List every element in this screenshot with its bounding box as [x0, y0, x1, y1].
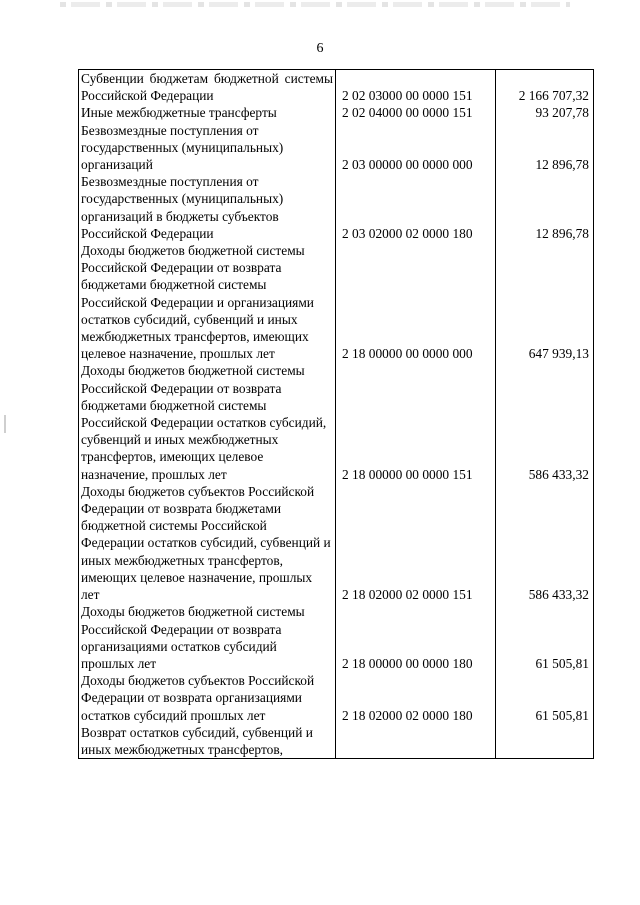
row-code: 2 18 00000 00 0000 180: [336, 603, 496, 672]
row-name: Безвозмездные поступления от государственных (муниципальных) организаций в бюджеты субъектов Российской Федерации: [79, 173, 336, 242]
budget-revenue-table: [78, 69, 594, 759]
table-row: [79, 603, 594, 672]
row-amount: 12 896,78: [496, 173, 594, 242]
table-row: [79, 122, 594, 174]
row-code: 2 02 04000 00 0000 151: [336, 104, 496, 121]
scan-edge-mark: [4, 415, 6, 433]
table-row: [79, 70, 594, 105]
row-amount: 586 433,32: [496, 362, 594, 482]
row-name: Доходы бюджетов бюджетной системы Российской Федерации от возврата организациями остатков субсидий прошлых лет: [79, 603, 336, 672]
row-name: Иные межбюджетные трансферты: [79, 104, 336, 121]
row-code: [336, 724, 496, 759]
row-code: 2 18 00000 00 0000 151: [336, 362, 496, 482]
row-name: Доходы бюджетов бюджетной системы Российской Федерации от возврата бюджетами бюджетной системы Российской Федерации и организациями остатков субсидий, субвенций и иных межбюджетных трансфертов, имеющих целевое назначение, прошлых лет: [79, 242, 336, 362]
table-row: [79, 672, 594, 724]
row-name: Доходы бюджетов бюджетной системы Российской Федерации от возврата бюджетами бюджетной системы Российской Федерации остатков субсидий, субвенций и иных межбюджетных трансфертов, имеющих целевое назначение, прошлых лет: [79, 362, 336, 482]
table-row: [79, 724, 594, 759]
row-name: Безвозмездные поступления от государственных (муниципальных) организаций: [79, 122, 336, 174]
scan-artifact: [60, 2, 570, 7]
table-row: [79, 104, 594, 121]
row-amount: 61 505,81: [496, 603, 594, 672]
table-row: [79, 483, 594, 603]
row-amount: 93 207,78: [496, 104, 594, 121]
row-amount: 647 939,13: [496, 242, 594, 362]
row-code: 2 03 00000 00 0000 000: [336, 122, 496, 174]
row-name: Субвенции бюджетам бюджетной системы Российской Федерации: [79, 70, 336, 105]
row-name: Доходы бюджетов субъектов Российской Федерации от возврата организациями остатков субсидий прошлых лет: [79, 672, 336, 724]
row-code: 2 18 00000 00 0000 000: [336, 242, 496, 362]
row-amount: 61 505,81: [496, 672, 594, 724]
row-code: 2 02 03000 00 0000 151: [336, 70, 496, 105]
table-row: [79, 173, 594, 242]
table-row: [79, 362, 594, 482]
row-code: 2 18 02000 02 0000 151: [336, 483, 496, 603]
row-code: 2 18 02000 02 0000 180: [336, 672, 496, 724]
row-amount: 2 166 707,32: [496, 70, 594, 105]
row-amount: 586 433,32: [496, 483, 594, 603]
row-name: Возврат остатков субсидий, субвенций и иных межбюджетных трансфертов,: [79, 724, 336, 759]
row-name: Доходы бюджетов субъектов Российской Федерации от возврата бюджетами бюджетной системы Российской Федерации остатков субсидий, субвенций и иных межбюджетных трансфертов, имеющих целевое назначение, прошлых лет: [79, 483, 336, 603]
table-row: [79, 242, 594, 362]
row-amount: [496, 724, 594, 759]
page-number: 6: [316, 41, 324, 56]
row-code: 2 03 02000 02 0000 180: [336, 173, 496, 242]
row-amount: 12 896,78: [496, 122, 594, 174]
